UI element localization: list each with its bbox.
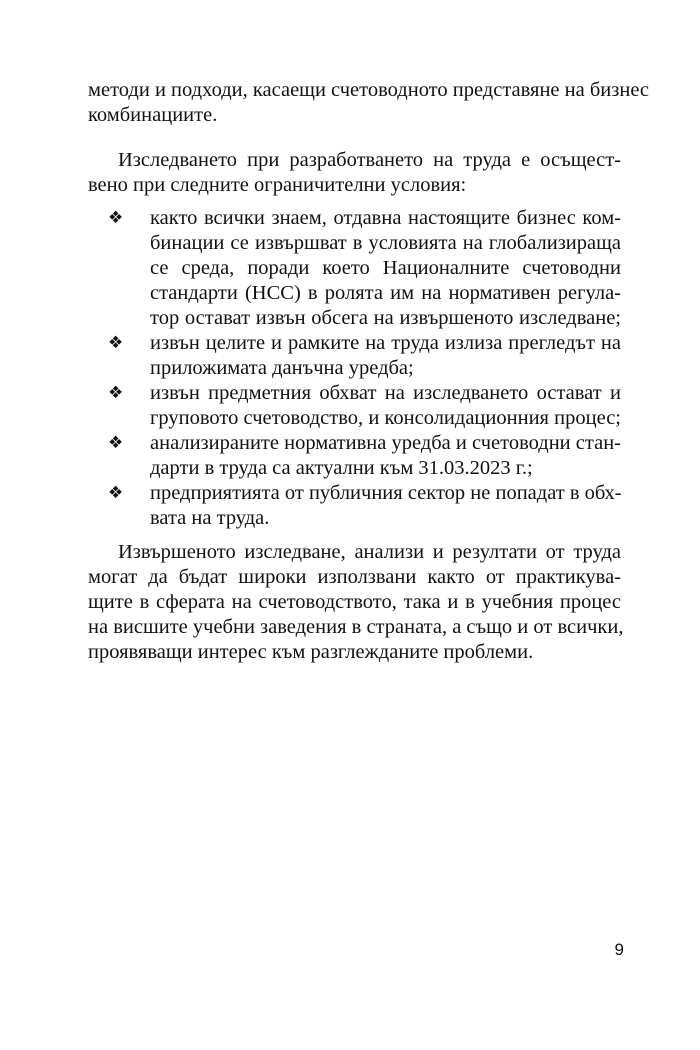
bullet-item xyxy=(88,431,621,481)
paragraph-conditions-intro xyxy=(88,148,621,198)
text-line: груповото счетоводство, и консолидационния процес; xyxy=(150,407,621,429)
text-line: вено при следните ограничителни условия: xyxy=(88,174,467,196)
text-line: предприятията от публичния сектор не попадат в обх- xyxy=(150,482,622,504)
text-line: тор остават извън обсега на извършеното изследване; xyxy=(150,307,621,329)
page-number: 9 xyxy=(614,940,624,959)
diamond-bullet-icon: ❖ xyxy=(108,433,124,453)
text-line: дарти в труда са актуални към 31.03.2023 г.; xyxy=(150,457,533,479)
text-line: стандарти (НСС) в ролята им на нормативен регула- xyxy=(150,282,621,304)
text-line: както всички знаем, отдавна настоящите бизнес ком- xyxy=(150,207,621,229)
bullet-item xyxy=(88,481,621,531)
text-line: вата на труда. xyxy=(150,507,270,529)
text-line: щите в сферата на счетоводството, така и в учебния процес xyxy=(88,591,621,613)
text-line: бинации се извършват в условията на глобализираща xyxy=(150,232,621,254)
diamond-bullet-icon: ❖ xyxy=(108,333,124,353)
paragraph-intro-continuation xyxy=(88,78,650,128)
paragraph-usage xyxy=(88,540,624,665)
text-line: могат да бъдат широки използвани както от практикува- xyxy=(88,566,621,588)
bullet-item xyxy=(88,331,621,381)
text-line: Изследването при разработването на труда е осъщест- xyxy=(118,149,621,171)
text-line: приложимата данъчна уредба; xyxy=(150,357,414,379)
diamond-bullet-icon: ❖ xyxy=(108,208,124,228)
text-line: се среда, поради което Националните счетоводни xyxy=(150,257,621,279)
text-line: проявяващи интерес към разглежданите проблеми. xyxy=(88,641,534,663)
text-line: комбинациите. xyxy=(88,104,218,126)
bullet-item xyxy=(88,206,621,331)
diamond-bullet-icon: ❖ xyxy=(108,383,124,403)
text-line: анализираните нормативна уредба и счетоводни стан- xyxy=(150,432,621,454)
text-line: Извършеното изследване, анализи и резултати от труда xyxy=(118,541,621,563)
text-line: методи и подходи, касаещи счетоводното представяне на бизнес xyxy=(88,79,650,101)
text-line: извън целите и рамките на труда излиза прегледът на xyxy=(150,332,621,354)
text-line: извън предметния обхват на изследването остават и xyxy=(150,382,621,404)
text-line: на висшите учебни заведения в страната, а също и от всички, xyxy=(88,616,624,638)
bullet-item xyxy=(88,381,621,431)
diamond-bullet-icon: ❖ xyxy=(108,483,124,503)
